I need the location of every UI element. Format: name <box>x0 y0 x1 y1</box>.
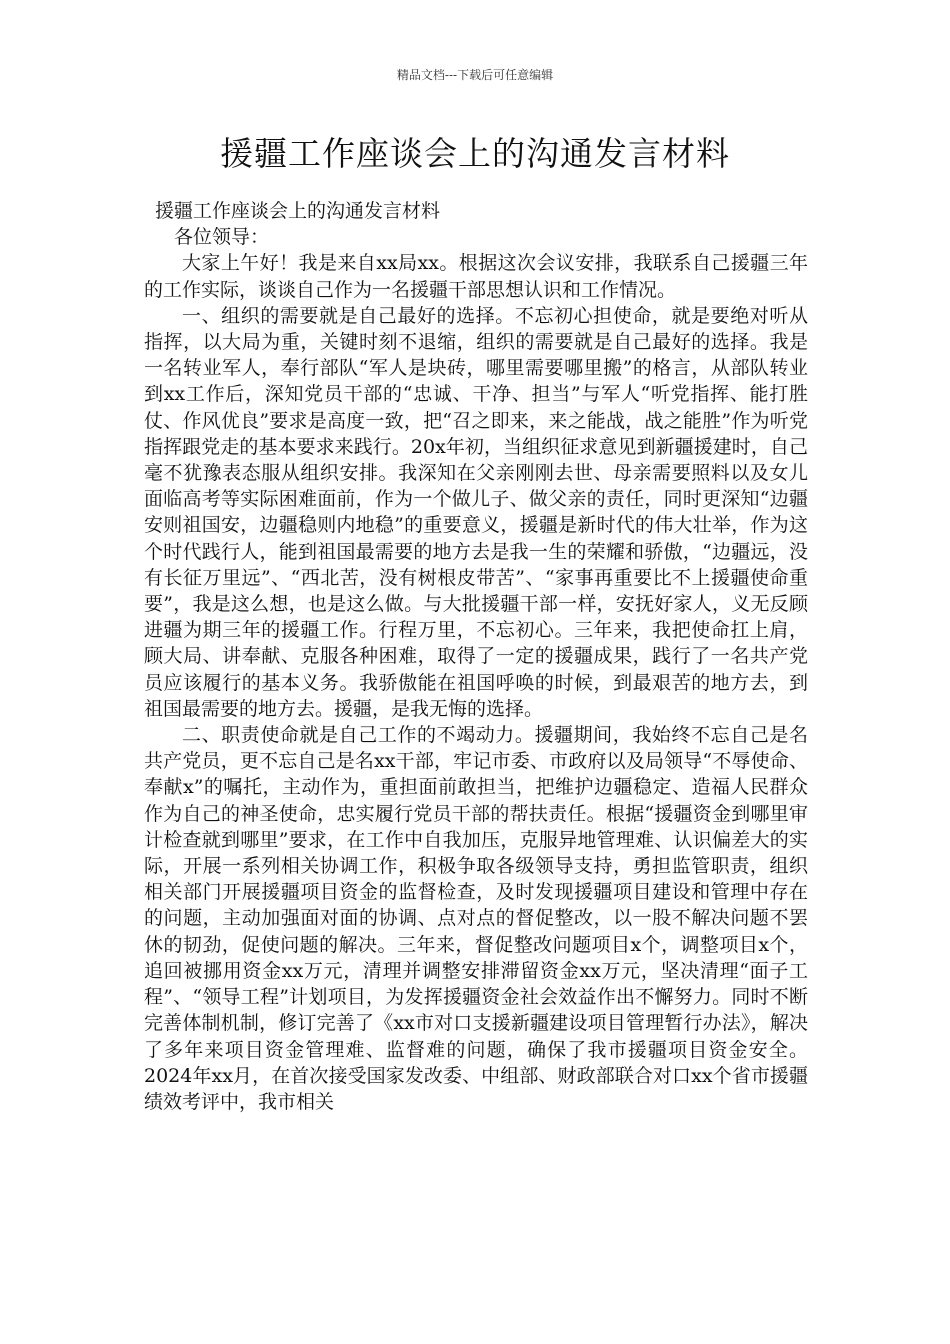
paragraph-opening: 大家上午好！我是来自xx局xx。根据这次会议安排，我联系自己援疆三年的工作实际，谈谈自己作为一名援疆干部思想认识和工作情况。 <box>144 252 808 301</box>
document-body <box>144 198 808 1115</box>
salutation: 各位领导： <box>174 226 270 249</box>
header-note: 精品文档---下载后可任意编辑 <box>396 68 554 82</box>
paragraph-section-two: 二、职责使命就是自己工作的不竭动力。援疆期间，我始终不忘自己是名共产党员，更不忘自己是名xx干部，牢记市委、市政府以及局领导“不辱使命、奉献x”的嘱托，主动作为，重担面前敢担当，把维护边疆稳定、造福人民群众作为自己的神圣使命，忠实履行党员干部的帮扶责任。根据“援疆资金到哪里审计检查就到哪里”要求，在工作中自我加压，克服异地管理难、认识偏差大的实际，开展一系列相关协调工作，积极争取各级领导支持，勇担监管职责，组织相关部门开展援疆项目资金的监督检查，及时发现援疆项目建设和管理中存在的问题，主动加强面对面的协调、点对点的督促整改，以一股不解决问题不罢休的韧劲，促使问题的解决。三年来，督促整改问题项目x个，调整项目x个，追回被挪用资金xx万元，清理并调整安排滞留资金xx万元，坚决清理“面子工程”、“领导工程”计划项目，为发挥援疆资金社会效益作出不懈努力。同时不断完善体制机制，修订完善了《xx市对口支援新疆建设项目管理暂行办法》，解决了多年来项目资金管理难、监督难的问题，确保了我市援疆项目资金安全。2024年xx月，在首次接受国家发改委、中组部、财政部联合对口xx个省市援疆绩效考评中，我市相关 <box>144 724 808 1113</box>
paragraph-section-one: 一、组织的需要就是自己最好的选择。不忘初心担使命，就是要绝对听从指挥，以大局为重，关键时刻不退缩，组织的需要就是自己最好的选择。我是一名转业军人，奉行部队“军人是块砖，哪里需要哪里搬”的格言，从部队转业到xx工作后，深知党员干部的“忠诚、干净、担当”与军人“听党指挥、能打胜仗、作风优良”要求是高度一致，把“召之即来，来之能战，战之能胜”作为听党指挥跟党走的基本要求来践行。20x年初，当组织征求意见到新疆援建时，自己毫不犹豫表态服从组织安排。我深知在父亲刚刚去世、母亲需要照料以及女儿面临高考等实际困难面前，作为一个做儿子、做父亲的责任，同时更深知“边疆安则祖国安，边疆稳则内地稳”的重要意义，援疆是新时代的伟大壮举，作为这个时代践行人，能到祖国最需要的地方去是我一生的荣耀和骄傲，“边疆远，没有长征万里远”、“西北苦，没有树根皮带苦”、“家事再重要比不上援疆使命重要”，我是这么想，也是这么做。与大批援疆干部一样，安抚好家人，义无反顾进疆为期三年的援疆工作。行程万里，不忘初心。三年来，我把使命扛上肩，顾大局、讲奉献、克服各种困难，取得了一定的援疆成果，践行了一名共产党员应该履行的基本义务。我骄傲能在祖国呼唤的时候，到最艰苦的地方去，到祖国最需要的地方去。援疆，是我无悔的选择。 <box>144 304 808 720</box>
document-subtitle: 援疆工作座谈会上的沟通发言材料 <box>155 200 441 222</box>
document-title: 援疆工作座谈会上的沟通发言材料 <box>220 134 730 173</box>
